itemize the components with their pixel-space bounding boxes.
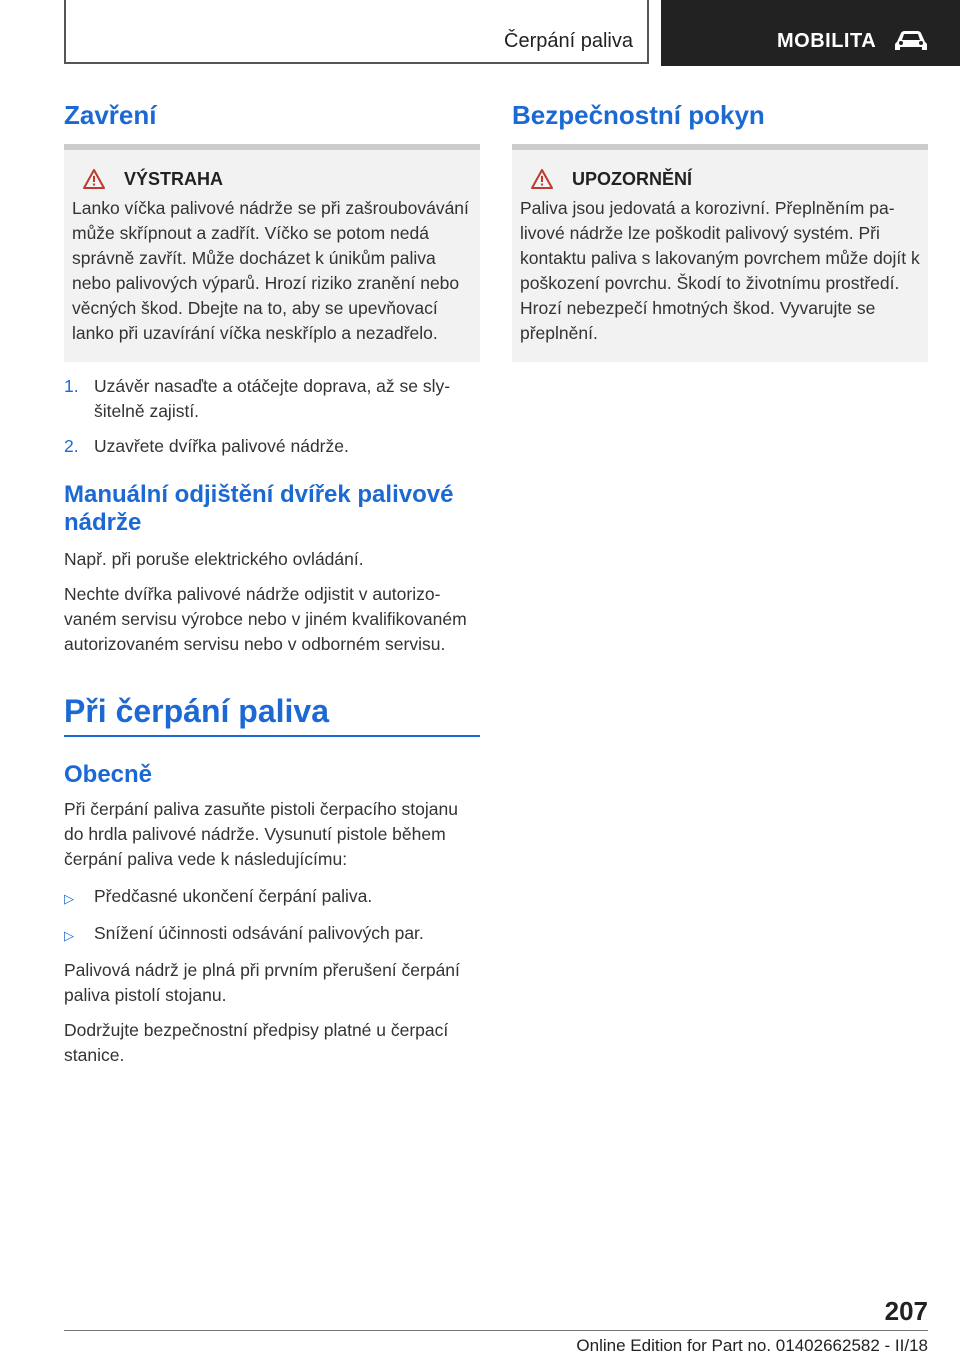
footer-rule — [64, 1330, 928, 1331]
step-item — [64, 434, 480, 459]
warning-title: VÝSTRAHA — [124, 168, 224, 189]
header-title: Čerpání paliva — [504, 30, 633, 52]
safety-heading: Bezpečnostní pokyn — [512, 100, 765, 130]
notice-title: UPOZORNĚNÍ — [572, 168, 693, 189]
header-section-box — [661, 0, 960, 66]
step-text: Uzavřete dvířka palivové nádrže. — [94, 436, 349, 456]
list-item-text: Předčasné ukončení čerpání paliva. — [94, 886, 373, 906]
car-icon — [893, 28, 929, 54]
step-text: Uzávěr nasaďte a otáčejte doprava, až se slyšitelně zajistí. — [94, 376, 451, 421]
footer-edition: Online Edition for Part no. 01402662582 - II/18 — [576, 1336, 928, 1355]
manual-unlock-intro: Např. při poruše elektrického ovládání. — [64, 549, 364, 569]
list-item-text: Snížení účinnosti odsávání palivových par. — [94, 923, 424, 943]
heading-rule — [64, 735, 480, 737]
warning-text: Lanko víčka palivové nádrže se při zašroubovávání může skřípnout a zadřít. Víčko se potom nedá správně zavřít. Může docházet k únikům paliva nebo palivových výparů. Hrozí riziko zranění nebo věcných škod. Dbejte na to, aby se upevňovací lanko při uzavírání víčka neskříplo a nezadřelo. — [72, 198, 469, 343]
list-item — [64, 921, 480, 948]
refuel-heading: Při čerpání paliva — [64, 693, 330, 729]
list-item — [64, 884, 480, 911]
warning-triangle-icon — [82, 168, 106, 190]
left-column — [64, 100, 480, 1068]
closing-steps — [64, 374, 480, 459]
header-chapter-box — [64, 0, 649, 64]
manual-unlock-text: Nechte dvířka palivové nádrže odjistit v autorizovaném servisu výrobce nebo v jiném kvalifikovaném autorizovaném servisu nebo v odborném servisu. — [64, 584, 467, 654]
step-number: 2. — [64, 436, 79, 456]
step-item — [64, 374, 480, 424]
warning-box — [64, 144, 480, 362]
notice-box — [512, 144, 928, 362]
general-subheading: Obecně — [64, 761, 153, 788]
warning-triangle-icon — [530, 168, 554, 190]
full-tank-text: Palivová nádrž je plná při prvním přerušení čerpání paliva pistolí stojanu. — [64, 960, 460, 1005]
safety-rules-text: Dodržujte bezpečnostní předpisy platné u čerpací stanice. — [64, 1020, 449, 1065]
step-number: 1. — [64, 376, 79, 396]
manual-unlock-heading: Manuální odjištění dvířek palivové nádrže — [64, 481, 454, 536]
notice-text: Paliva jsou jedovatá a korozivní. Přeplněním palivové nádrže lze poškodit palivový systém. Při kontaktu paliva s lakovaným povrchem může dojít k poškození povrchu. Škodí to životnímu prostředí. Hrozí nebezpečí hmotných škod. Vyvarujte se přeplnění. — [520, 198, 920, 343]
page-number: 207 — [884, 1296, 928, 1326]
closing-heading: Zavření — [64, 100, 157, 130]
right-column — [512, 100, 928, 362]
consequence-list — [64, 884, 480, 948]
triangle-bullet-icon: ▷ — [64, 928, 74, 943]
triangle-bullet-icon: ▷ — [64, 891, 74, 906]
general-text: Při čerpání paliva zasuňte pistoli čerpacího stojanu do hrdla palivové nádrže. Vysunutí pistole během čerpání paliva vede k následujícímu: — [64, 799, 458, 869]
header-section-label: MOBILITA — [777, 30, 877, 52]
